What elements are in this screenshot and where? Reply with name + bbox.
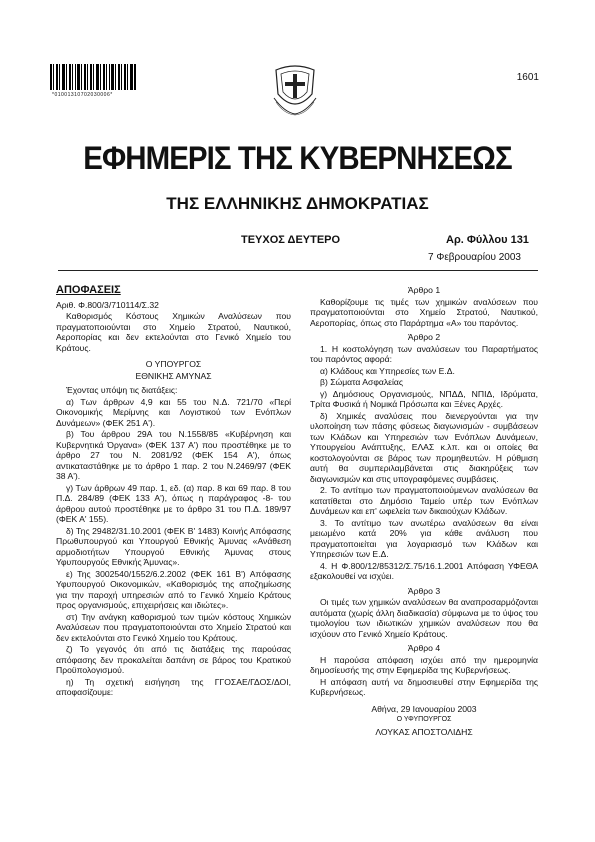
article-2-para-3: 3. Το αντίτιμο των ανωτέρω αναλύσεων θα είναι μειωμένο κατά 20% για κάθε ανάλυση που πραγματοποιείται για λογαριασμό των Κλάδων και Υπηρεσιών των Ε.Δ. [310,517,538,559]
issue-date: 7 Φεβρουαρίου 2003 [428,252,521,263]
provision-a: α) Των άρθρων 4,9 και 55 του Ν.Δ. 721/70 «Περί Οικονομικής Μερίμνης και Λογιστικού των Ενόπλων Δυνάμεων» (ΦΕΚ 251 Α'). [56,396,291,428]
article-2-item-a: α) Κλάδους και Υπηρεσίες των Ε.Δ. [320,365,455,376]
provision-st: στ) Την ανάγκη καθορισμού των τιμών κόστους Χημικών Αναλύσεων που πραγματοποιούνται στο Χημείο Στρατού και δεν εκτελούνται στο Γενικό Χημείο του Κράτους. [56,611,291,643]
header-divider [58,270,538,271]
provision-e: ε) Της 3002540/1552/6.2.2002 (ΦΕΚ 161 Β') Απόφασης Υφυπουργού Οικονομικών, «Καθορισμός της αποζημίωσης για την παροχή υπηρεσιών από το Γενικό Χημείο Κράτους προς οργανισμούς, επιχειρήσεις και ιδιώτες». [56,568,291,610]
gazette-title: ΕΦΗΜΕΡΙΣ ΤΗΣ ΚΥΒΕΡΝΗΣΕΩΣ [83,140,512,176]
article-1-heading: Άρθρο 1 [407,285,441,295]
provision-b: β) Του άρθρου 29Α του Ν.1558/85 «Κυβέρνηση και Κυβερνητικά Όργανα» (ΦΕΚ 137 Α') που προστέθηκε με το άρθρο 27 του Ν. 2081/92 (ΦΕΚ 154 Α'), όπως αντικαταστάθηκε με το άρθρο 1 παρ. 2 του Ν.2469/97 (ΦΕΚ 38 Α'). [56,429,291,481]
article-2-heading: Άρθρο 2 [407,332,441,342]
article-3-heading: Άρθρο 3 [407,585,441,596]
article-2-para-1: 1. Η κοστολόγηση των αναλύσεων του Παραρτήματος του παρόντος αφορά: [310,343,538,364]
considering-intro: Έχοντας υπόψη τις διατάξεις: [66,385,178,395]
article-2-para-4: 4. Η Φ.800/12/85312/Σ.75/16.1.2001 Απόφαση ΥΦΕΘΑ εξακολουθεί να ισχύει. [310,560,538,581]
article-1-text: Καθορίζουμε τις τιμές των χημικών αναλύσεων που πραγματοποιούνται στο Χημείο Στρατού, Ναυτικού, Αεροπορίας, όπως στο Παράρτημα «Α» του παρόντος. [310,296,538,328]
article-4-text-2: Η απόφαση αυτή να δημοσιευθεί στην Εφημερίδα της Κυβερνήσεως. [310,676,538,697]
article-2-item-d: δ) Χημικές αναλύσεις που διενεργούνται για την υλοποίηση των πάσης φύσεως διαγωνισμών - συμβάσεων των Κλάδων και Υπηρεσιών των Ενόπλων Δυνάμεων, Υπουργείου Ανάπτυξης, ΕΛΑΣ κ.λπ. και οι οποίες θα κοστολογούνται σε βάρος των προμηθευτών. Η ρύθμιση αυτή θα συμπεριλαμβάνεται στις διακηρύξεις των διαγωνισμών και στις υπογραφόμενες συμβάσεις. [310,410,538,484]
article-4-heading: Άρθρο 4 [407,643,441,653]
page-number: 1601 [516,72,539,83]
left-column [56,285,291,699]
authority-line-2: ΕΘΝΙΚΗΣ ΑΜΥΝΑΣ [135,370,212,381]
barcode [50,64,136,90]
issue-label: ΤΕΥΧΟΣ ΔΕΥΤΕΡΟ [241,234,341,246]
article-2-item-c: γ) Δημόσιους Οργανισμούς, ΝΠΔΔ, ΝΠΙΔ, Ιδρύματα, Τρίτα Φυσικά ή Νομικά Πρόσωπα και Ξένες Αρχές. [310,388,538,409]
decision-reference: Αριθ. Φ.800/3/710114/Σ.32 [56,299,159,310]
article-2-item-b: β) Σώματα Ασφαλείας [320,377,404,387]
gazette-subtitle: ΤΗΣ ΕΛΛΗΝΙΚΗΣ ΔΗΜΟΚΡΑΤΙΑΣ [166,194,429,213]
authority-line-1: Ο ΥΠΟΥΡΓΟΣ [145,359,202,369]
barcode-text: *01001310702030006* [52,92,113,98]
provision-d: δ) Της 29482/31.10.2001 (ΦΕΚ Β' 1483) Κοινής Απόφασης Πρωθυπουργού και Υπουργού Εθνικής Άμυνας «Ανάθεση αρμοδιοτήτων Υπουργού Εθνικής Άμυνας στους Υφυπουργούς Εθνικής Άμυνας». [56,525,291,567]
sheet-number: Αρ. Φύλλου 131 [446,234,529,246]
article-2-para-2: 2. Το αντίτιμο των πραγματοποιούμενων αναλύσεων θα κατατίθεται στο Δημόσιο Ταμείο υπέρ των Ενόπλων Δυνάμεων και επ' ωφελεία των δικαιούχων Κλάδων. [310,485,538,516]
place-date: Αθήνα, 29 Ιανουαρίου 2003 [371,703,477,714]
section-heading: ΑΠΟΦΑΣΕΙΣ [56,284,121,296]
signer-name: ΛΟΥΚΑΣ ΑΠΟΣΤΟΛΙΔΗΣ [375,726,473,737]
provision-z: ζ) Το γεγονός ότι από τις διατάξεις της παρούσας απόφασης δεν προκαλείται δαπάνη σε βάρος του Κρατικού Προϋπολογισμού. [56,644,291,675]
provision-c: γ) Των άρθρων 49 παρ. 1, εδ. (α) παρ. 8 και 69 παρ. 8 του Π.Δ. 284/89 (ΦΕΚ 133 Α'), όπως η παράγραφος -8- του άρθρου αυτού προστέθηκε με το άρθρο 31 του Π.Δ. 189/97 (ΦΕΚ Α' 155). [56,482,291,524]
signer-title: Ο ΥΦΥΠΟΥΡΓΟΣ [396,716,452,723]
right-column [310,285,538,738]
provision-h: η) Τη σχετική εισήγηση της ΓΓΟΣΑΕ/ΓΔΟΣ/ΔΟΙ, αποφασίζουμε: [56,676,291,697]
article-4-text-1: Η παρούσα απόφαση ισχύει από την ημερομηνία δημοσίευσής της στην Εφημερίδα της Κυβερνήσεως. [310,654,538,675]
coat-of-arms-icon [272,64,318,116]
decision-subject: Καθορισμός Κόστους Χημικών Αναλύσεων που πραγματοποιούνται στο Χημείο Στρατού, Ναυτικού, Αεροπορίας και δεν εκτελούνται στο Γενικό Χημείο του Κράτους. [56,311,291,353]
article-3-text: Οι τιμές των χημικών αναλύσεων θα αναπροσαρμόζονται αυτόματα (χωρίς άλλη διαδικασία) σύμφωνα με το ύψος του τιμολογίου των ιδιωτικών χημικών αναλύσεων που θα ισχύουν στο Γενικό Χημείο Κράτους. [310,597,538,639]
